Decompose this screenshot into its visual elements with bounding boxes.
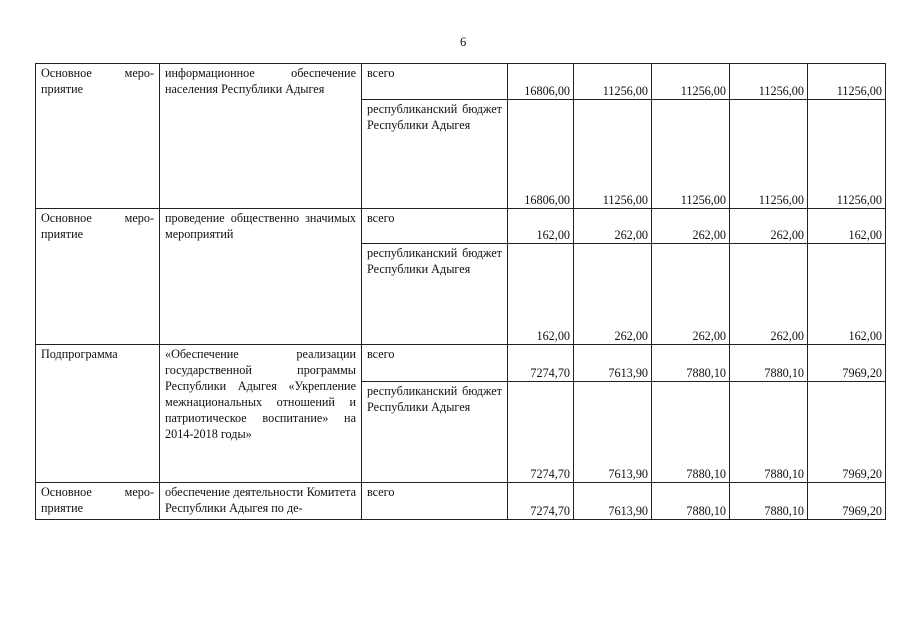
table-row	[36, 483, 886, 520]
measure-type-line: Подпрограмма	[41, 347, 118, 361]
measure-type-line: Основное меро-	[41, 211, 154, 225]
amount-cell: 162,00	[508, 244, 574, 345]
measure-type-line: приятие	[41, 227, 84, 241]
amount-cell: 162,00	[808, 244, 886, 345]
measure-type-cell	[36, 483, 160, 520]
funding-source-cell: республиканский бюджет Республики Адыгея	[362, 100, 508, 209]
amount-cell: 262,00	[574, 244, 652, 345]
amount-cell: 7880,10	[652, 345, 730, 382]
measure-type-cell	[36, 345, 160, 483]
measure-type-cell	[36, 64, 160, 209]
amount-cell: 11256,00	[652, 64, 730, 100]
amount-cell: 7880,10	[652, 382, 730, 483]
amount-cell: 7969,20	[808, 483, 886, 520]
amount-cell: 162,00	[508, 209, 574, 244]
amount-cell: 7880,10	[652, 483, 730, 520]
funding-source-cell: всего	[362, 345, 508, 382]
table-row	[36, 345, 886, 382]
funding-source-cell: республиканский бюджет Республики Адыгея	[362, 382, 508, 483]
amount-cell: 162,00	[808, 209, 886, 244]
amount-cell: 11256,00	[730, 100, 808, 209]
measure-type-cell	[36, 209, 160, 345]
measure-type-line: Основное меро-	[41, 485, 154, 499]
amount-cell: 16806,00	[508, 64, 574, 100]
amount-cell: 262,00	[730, 244, 808, 345]
amount-cell: 262,00	[574, 209, 652, 244]
amount-cell: 7274,70	[508, 382, 574, 483]
funding-source-cell: всего	[362, 209, 508, 244]
amount-cell: 7969,20	[808, 345, 886, 382]
amount-cell: 7274,70	[508, 483, 574, 520]
amount-cell: 11256,00	[808, 64, 886, 100]
table-row	[36, 64, 886, 100]
budget-table	[35, 63, 886, 520]
measure-description-cell: «Обеспечение реализации государственной программы Республики Адыгея «Укрепление межнациональных отношений и патриотическое воспитание» на 2014-2018 годы»	[160, 345, 362, 483]
funding-source-cell: республиканский бюджет Республики Адыгея	[362, 244, 508, 345]
amount-cell: 7613,90	[574, 345, 652, 382]
measure-description-cell: проведение общественно значимых мероприятий	[160, 209, 362, 345]
amount-cell: 16806,00	[508, 100, 574, 209]
amount-cell: 11256,00	[730, 64, 808, 100]
measure-type-line: приятие	[41, 501, 84, 515]
measure-type-line: Основное меро-	[41, 66, 154, 80]
page-number: 6	[460, 35, 467, 49]
funding-source-cell: всего	[362, 64, 508, 100]
amount-cell: 11256,00	[574, 64, 652, 100]
amount-cell: 7880,10	[730, 382, 808, 483]
funding-source-cell: всего	[362, 483, 508, 520]
amount-cell: 262,00	[730, 209, 808, 244]
amount-cell: 7274,70	[508, 345, 574, 382]
table-body	[36, 64, 886, 520]
amount-cell: 7880,10	[730, 483, 808, 520]
amount-cell: 7613,90	[574, 483, 652, 520]
amount-cell: 262,00	[652, 209, 730, 244]
amount-cell: 11256,00	[808, 100, 886, 209]
measure-type-line: приятие	[41, 82, 84, 96]
amount-cell: 11256,00	[652, 100, 730, 209]
measure-description-cell: информационное обеспечение населения Республики Адыгея	[160, 64, 362, 209]
table-row	[36, 209, 886, 244]
amount-cell: 7969,20	[808, 382, 886, 483]
measure-description-cell: обеспечение деятельности Комитета Республики Адыгея по де-	[160, 483, 362, 520]
amount-cell: 11256,00	[574, 100, 652, 209]
amount-cell: 7880,10	[730, 345, 808, 382]
amount-cell: 7613,90	[574, 382, 652, 483]
amount-cell: 262,00	[652, 244, 730, 345]
